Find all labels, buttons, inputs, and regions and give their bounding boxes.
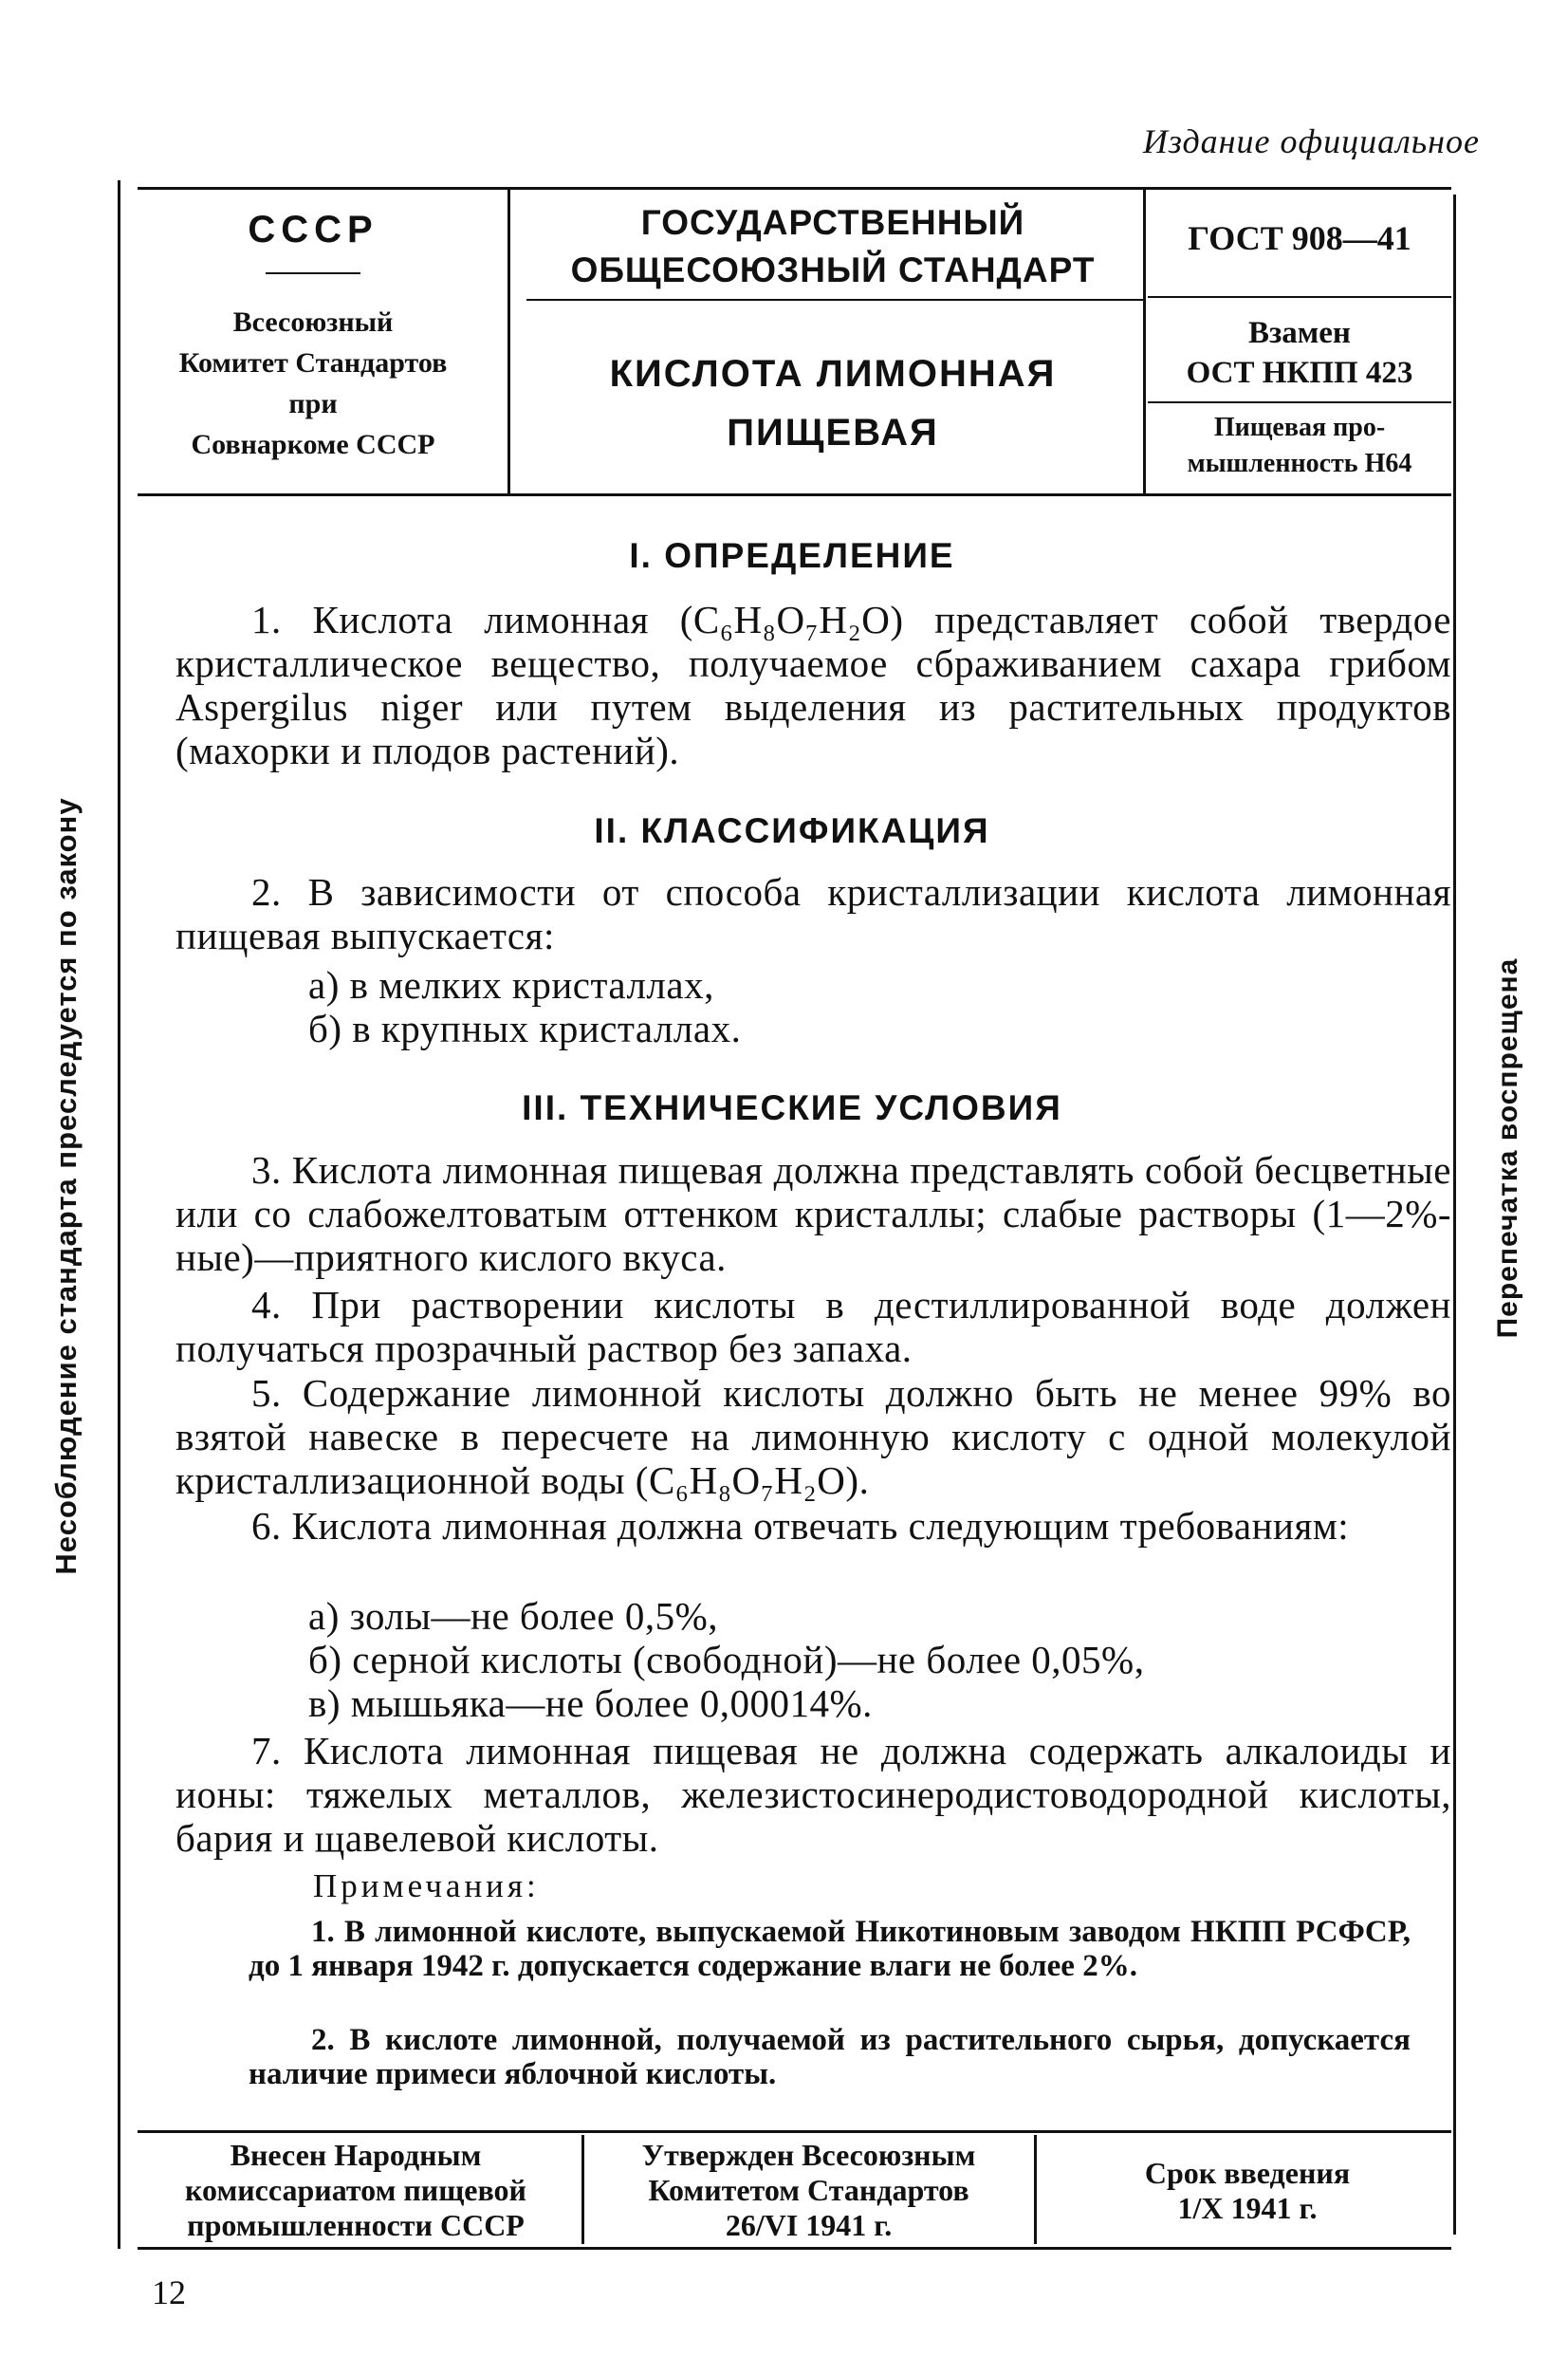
country-dash — [266, 272, 360, 274]
standard-type: ГОСУДАРСТВЕННЫЙ ОБЩЕСОЮЗНЫЙ СТАНДАРТ — [570, 203, 1096, 289]
header-top-rule — [138, 187, 1451, 190]
product-name: КИСЛОТА ЛИМОННАЯ ПИЩЕВАЯ — [609, 353, 1057, 454]
gost-number: ГОСТ 908—41 — [1188, 219, 1411, 257]
frame-left-line — [118, 180, 120, 2249]
country-label: СССР — [248, 209, 378, 250]
approved-by: Утвержден Всесоюзным Комитетом Стандартов 26/VI 1941 г. — [641, 2138, 976, 2242]
frame-right-line — [1453, 195, 1456, 2235]
footer-divider-2 — [1034, 2135, 1037, 2244]
paragraph-7: 7. Кислота лимонная пищевая не должна содержать алкалоиды и ионы: тяжелых металлов, железистосинеродистоводородной кислоты, бария и щавелевой кислоты. — [175, 1729, 1451, 1860]
gost-rule — [1148, 296, 1451, 298]
classification-item-b: б) в крупных кристаллах. — [308, 1007, 742, 1050]
paragraph-5: 5. Содержание лимонной кислоты должно быть не менее 99% во взятой навеске в пересчете на лимонную кислоту с одной молекулой кристаллизационной воды (C₆H₈O₇H₂O). — [175, 1371, 1451, 1502]
note-1: 1. В лимонной кислоте, выпускаемой Никотиновым заводом НКПП РСФСР, до 1 января 1942 г. допускается содержание влаги не более 2%. — [249, 1915, 1411, 1983]
paragraph-4: 4. При растворении кислоты в дестиллированной воде должен получаться прозрачный раствор без запаха. — [175, 1283, 1451, 1370]
industry-group: Пищевая про- мышленность Н64 — [1187, 413, 1412, 478]
requirement-item-c: в) мышьяка—не более 0,00014%. — [308, 1681, 873, 1725]
replaces-rule — [1148, 401, 1451, 403]
paragraph-2: 2. В зависимости от способа кристаллизации кислота лимонная пищевая выпускается: — [175, 870, 1451, 957]
section-title-classification: II. КЛАССИФИКАЦИЯ — [594, 811, 990, 850]
page-number: 12 — [152, 2273, 186, 2311]
section-title-definition: I. ОПРЕДЕЛЕНИЕ — [629, 536, 955, 575]
note-2: 2. В кислоте лимонной, получаемой из растительного сырья, допускается наличие примеси яблочной кислоты. — [249, 2023, 1411, 2091]
classification-item-a: а) в мелких кристаллах, — [308, 963, 714, 1007]
edition-label: Издание официальное — [1142, 122, 1480, 160]
header-divider-1 — [507, 187, 510, 495]
notes-title: Примечания: — [313, 1867, 540, 1904]
side-warning-right: Перепечатка воспрещена — [1492, 957, 1523, 1339]
footer-divider-1 — [581, 2135, 584, 2244]
paragraph-1: 1. Кислота лимонная (C₆H₈O₇H₂O) представляет собой твердое кристаллическое вещество, получаемое сбраживанием сахара грибом Aspergilus niger или путем выделения из растительных продуктов (махорки и плодов растений). — [175, 598, 1451, 772]
paragraph-3: 3. Кислота лимонная пищевая должна представлять собой бесцветные или со слабожелтоватым оттенком кристаллы; слабые растворы (1—2%-ные)—приятного кислого вкуса. — [175, 1148, 1451, 1279]
requirement-item-a: а) золы—не более 0,5%, — [308, 1594, 718, 1638]
paragraph-6: 6. Кислота лимонная должна отвечать следующим требованиям: — [251, 1504, 1350, 1548]
replaces-standard: Взамен ОСТ НКПП 423 — [1186, 316, 1413, 390]
effective-date: Срок введения 1/X 1941 г. — [1144, 2156, 1351, 2225]
header-mid-rule — [526, 299, 1143, 301]
submitted-by: Внесен Народным комиссариатом пищевой промышленности СССР — [185, 2138, 526, 2242]
requirement-item-b: б) серной кислоты (свободной)—не более 0,05%, — [308, 1638, 1145, 1681]
committee-name: Всесоюзный Комитет Стандартов при Совнаркоме СССР — [178, 306, 448, 460]
side-warning-left: Несоблюдение стандарта преследуется по закону — [49, 797, 83, 1575]
footer-top-rule — [138, 2130, 1451, 2133]
section-title-technical: III. ТЕХНИЧЕСКИЕ УСЛОВИЯ — [522, 1088, 1062, 1127]
footer-bottom-rule — [138, 2247, 1451, 2250]
header-bottom-rule — [138, 493, 1451, 496]
